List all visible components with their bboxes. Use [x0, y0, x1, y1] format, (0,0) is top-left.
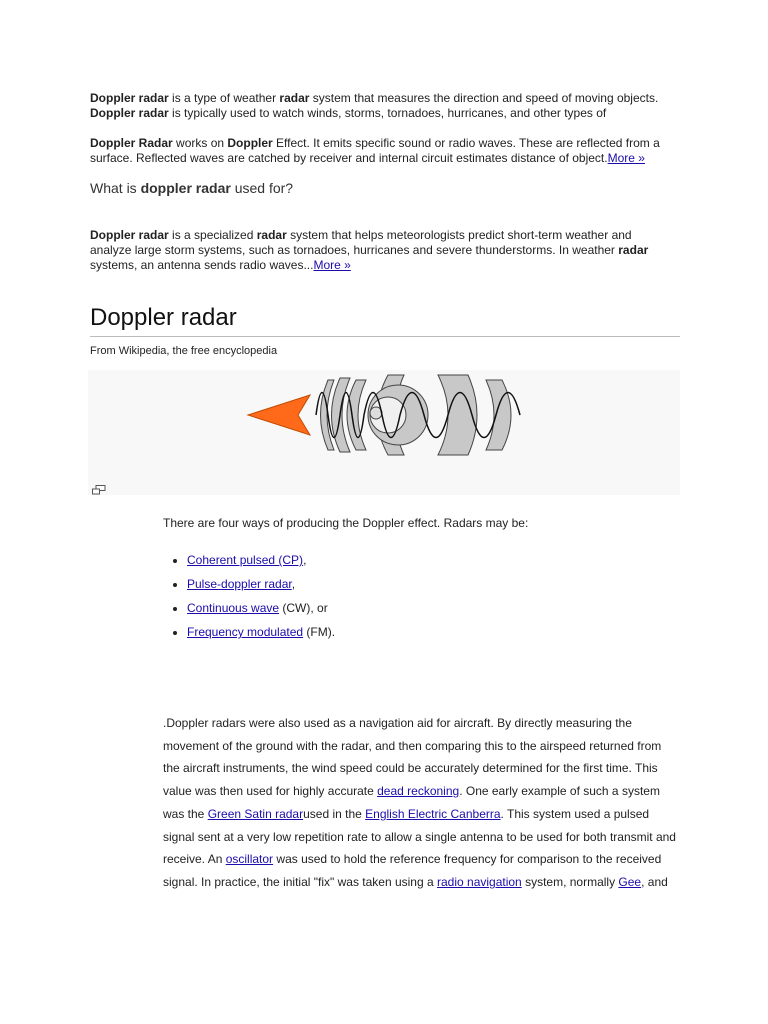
coherent-pulsed-link[interactable]: Coherent pulsed (CP): [187, 553, 304, 567]
text: Effect. It emits specific sound or radio waves. These are reflected from a surface. Reflected waves are catched by receiver and internal circuit estimates distance of object.: [90, 136, 660, 165]
text: , and: [641, 874, 668, 889]
list-item: [187, 596, 335, 620]
enlarge-icon[interactable]: [92, 484, 106, 498]
bold-term: Doppler radar: [90, 91, 169, 105]
wavefront: [347, 380, 366, 450]
bold-term: radar: [618, 243, 649, 257]
text: . One early example of such a system was the: [163, 784, 660, 821]
oscillator-link[interactable]: oscillator: [225, 852, 274, 867]
text: system that helps meteorologists predict short-term weather and analyze large storm systems, such as tornadoes, hurricanes and severe thunderstorms. In weather: [90, 228, 632, 257]
bold-term: Doppler Radar: [90, 136, 173, 150]
snippet-3: [90, 228, 670, 273]
dead-reckoning-link[interactable]: dead reckoning: [377, 784, 460, 799]
continuous-wave-link[interactable]: Continuous wave: [187, 601, 280, 615]
wiki-tagline: From Wikipedia, the free encyclopedia: [90, 345, 278, 357]
text: . This system used a pulsed signal sent at a very low repetition rate to allow a single antenna to be used for both transmit and receive. An: [163, 806, 676, 867]
text: is a type of weather: [168, 91, 280, 105]
bold-term: Doppler radar: [90, 106, 169, 120]
text: was used to hold the reference frequency for comparison to the received signal. In practice, the initial "fix" was taken using a: [163, 852, 662, 889]
bold-term: Doppler radar: [90, 228, 169, 242]
radio-navigation-link[interactable]: radio navigation: [437, 874, 522, 889]
text: What is: [90, 180, 141, 196]
text: .Doppler radars were also used as a navigation aid for aircraft. By directly measuring the movement of the ground with the radar, and then comparing this to the airspeed returned from the aircraft instruments, the wind speed could be accurately determined for the first time. This value was then used for highly accurate: [163, 716, 662, 799]
snippet-2: [90, 136, 680, 166]
ways-intro: There are four ways of producing the Doppler effect. Radars may be:: [163, 516, 529, 530]
page-title: Doppler radar: [90, 304, 680, 337]
text: system, normally: [521, 874, 619, 889]
question-heading: [90, 180, 293, 196]
arrow-icon: [248, 395, 310, 435]
ways-list: [163, 548, 335, 644]
text: is a specialized: [168, 228, 257, 242]
bold-term: doppler radar: [140, 180, 231, 196]
snippet-1: [90, 91, 680, 121]
text: systems, an antenna sends radio waves...: [90, 258, 314, 272]
green-satin-link[interactable]: Green Satin radar: [207, 806, 304, 821]
text: used for?: [230, 180, 294, 196]
wavefront: [486, 380, 511, 450]
more-link[interactable]: More »: [313, 258, 351, 272]
doppler-figure: [88, 370, 680, 495]
bold-term: radar: [279, 91, 310, 105]
text: ,: [303, 553, 307, 567]
text: used in the: [303, 806, 366, 821]
bold-term: Doppler: [227, 136, 273, 150]
list-item: [187, 548, 335, 572]
english-electric-canberra-link[interactable]: English Electric Canberra: [365, 806, 501, 821]
text: system that measures the direction and speed of moving objects.: [309, 91, 659, 105]
text: (FM).: [303, 625, 336, 639]
gee-link[interactable]: Gee: [618, 874, 642, 889]
text: works on: [172, 136, 228, 150]
list-item: [187, 572, 335, 596]
text: is typically used to watch winds, storms, tornadoes, hurricanes, and other types of: [168, 106, 607, 120]
text: ,: [291, 577, 296, 591]
navigation-paragraph: [163, 712, 678, 894]
text: (CW), or: [279, 601, 328, 615]
list-item: [187, 620, 335, 644]
doppler-illustration: [88, 370, 680, 495]
wavefront: [438, 375, 477, 455]
more-link[interactable]: More »: [607, 151, 645, 165]
bold-term: radar: [256, 228, 287, 242]
frequency-modulated-link[interactable]: Frequency modulated: [187, 625, 304, 639]
pulse-doppler-link[interactable]: Pulse-doppler radar: [187, 577, 292, 591]
